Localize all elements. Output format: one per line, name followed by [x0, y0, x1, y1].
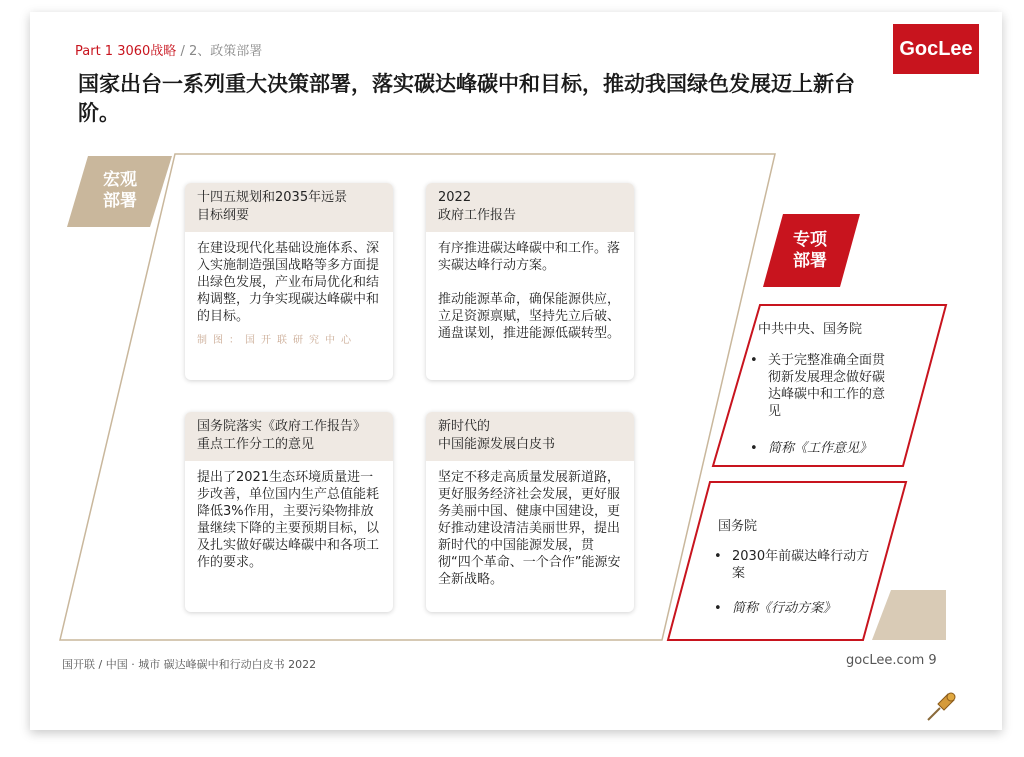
breadcrumb-separator: /	[180, 44, 185, 59]
special-2-item: 2030年前碳达峰行动方案	[732, 549, 870, 581]
breadcrumb-sub: 2、政策部署	[188, 44, 263, 59]
card-energy-white-paper[interactable]	[426, 412, 634, 612]
special-1-title: 中共中央、国务院	[758, 322, 863, 337]
special-1-bullet: •	[750, 353, 758, 368]
card-body: 坚定不移走高质量发展新道路，更好服务经济社会发展，更好服务美丽中国、健康中国建设，更好推动建设清洁美丽世界，提出新时代的中国能源发展，贯彻“四个革命、一个合作”能源安全新战略。	[438, 470, 621, 587]
chart-credit: 制图：国开联研究中心	[197, 335, 357, 346]
macro-tag-line1: 宏观	[103, 170, 137, 190]
special-tag-line2: 部署	[793, 251, 827, 271]
special-2-title: 国务院	[718, 519, 758, 534]
page-number: 9	[928, 653, 937, 668]
special-2-bullet-2: •	[714, 601, 722, 616]
macro-frame	[60, 154, 775, 640]
footer-site-link[interactable]: gocLee.com	[846, 653, 925, 668]
tan-corner-shape	[872, 590, 946, 640]
card-14th-plan[interactable]	[185, 183, 393, 380]
special-1-short-name: 简称《工作意见》	[768, 441, 873, 456]
card-title: 2022 政府工作报告	[426, 183, 634, 232]
footer-text: 国开联 / 中国 · 城市 碳达峰碳中和行动白皮书 2022	[62, 658, 317, 671]
special-tag	[778, 230, 842, 272]
macro-tag-line2: 部署	[103, 191, 137, 211]
card-body: 有序推进碳达峰碳中和工作。落实碳达峰行动方案。 推动能源革命，确保能源供应，立足资源禀赋，坚持先立后破、通盘谋划，推进能源低碳转型。	[438, 241, 621, 341]
footer-right	[846, 653, 937, 668]
macro-tag	[88, 170, 152, 212]
card-title: 十四五规划和2035年远景 目标纲要	[185, 183, 393, 232]
special-tag-line1: 专项	[793, 230, 827, 250]
card-title: 国务院落实《政府工作报告》 重点工作分工的意见	[185, 412, 393, 461]
breadcrumb-part[interactable]: Part 1	[75, 44, 114, 59]
special-1-item: 关于完整准确全面贯彻新发展理念做好碳达峰碳中和工作的意见	[768, 353, 886, 419]
special-1-bullet-2: •	[750, 441, 758, 456]
card-gov-work-report[interactable]	[426, 183, 634, 380]
pushpin-icon	[922, 686, 962, 726]
card-body: 提出了2021生态环境质量进一步改善，单位国内生产总值能耗降低3%作用，主要污染物排放量继续下降的主要预期目标，以及扎实做好碳达峰碳中和各项工作的要求。	[197, 470, 380, 570]
special-2-short-name: 简称《行动方案》	[732, 601, 837, 616]
page-title: 国家出台一系列重大决策部署，落实碳达峰碳中和目标，推动我国绿色发展迈上新台阶。	[78, 72, 855, 125]
card-title: 新时代的 中国能源发展白皮书	[426, 412, 634, 461]
card-state-council-opinion[interactable]	[185, 412, 393, 612]
card-body: 在建设现代化基础设施体系、深入实施制造强国战略等多方面提出绿色发展，产业布局优化和结构调整，力争实现碳达峰碳中和的目标。	[197, 241, 380, 324]
special-2-bullet: •	[714, 549, 722, 564]
breadcrumb-section[interactable]: 3060战略	[117, 44, 177, 59]
goclee-logo: GocLee	[893, 24, 979, 74]
